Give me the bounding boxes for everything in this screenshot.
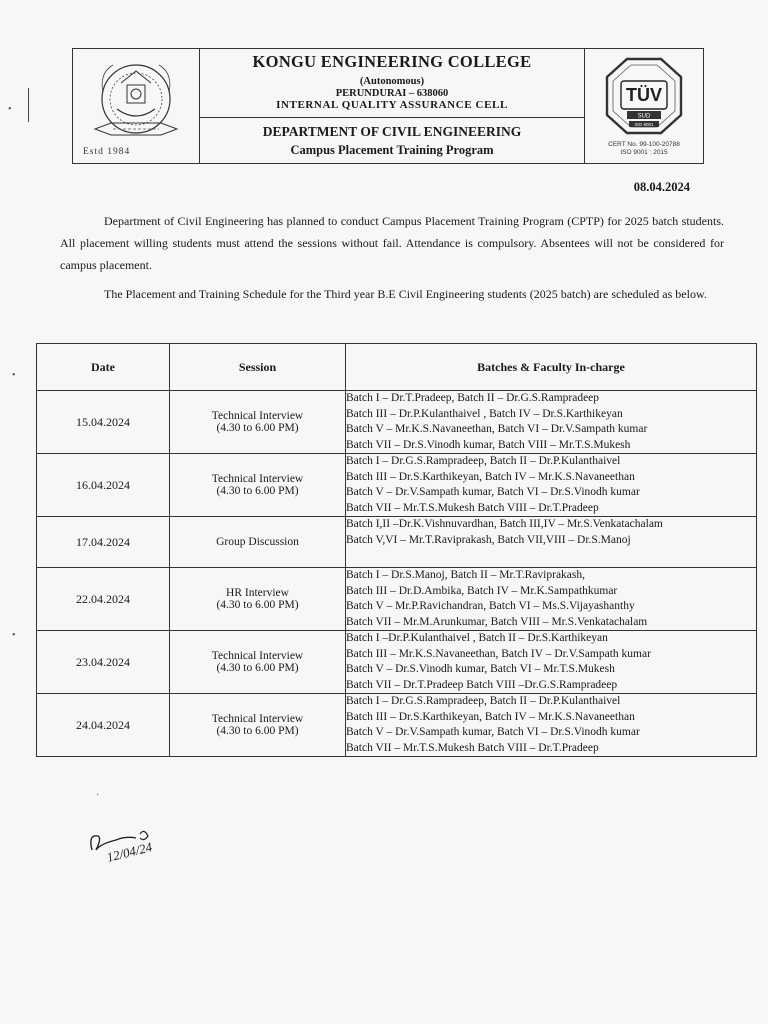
row-session bbox=[170, 454, 346, 517]
handwritten-signature bbox=[86, 820, 196, 870]
header-batches: Batches & Faculty In-charge bbox=[346, 344, 757, 391]
batch-line: Batch I – Dr.S.Manoj, Batch II – Mr.T.Raviprakash, bbox=[346, 569, 586, 581]
session-time: (4.30 to 6.00 PM) bbox=[216, 662, 299, 674]
college-location: PERUNDURAI – 638060 bbox=[335, 88, 449, 99]
row-session bbox=[170, 391, 346, 454]
row-session bbox=[170, 568, 346, 631]
session-time: (4.30 to 6.00 PM) bbox=[216, 725, 299, 737]
batch-line: Batch VII – Mr.T.S.Mukesh Batch VIII – Dr.T.Pradeep bbox=[346, 741, 599, 754]
row-date: 16.04.2024 bbox=[37, 454, 170, 517]
header-session: Session bbox=[170, 344, 346, 391]
session-name: Technical Interview bbox=[211, 473, 304, 485]
session-time: (4.30 to 6.00 PM) bbox=[216, 422, 299, 434]
tuv-certification-icon bbox=[585, 53, 703, 143]
department-name: DEPARTMENT OF CIVIL ENGINEERING bbox=[262, 124, 522, 139]
session-time: (4.30 to 6.00 PM) bbox=[216, 599, 299, 611]
batch-line: Batch I – Dr.T.Pradeep, Batch II – Dr.G.S.Rampradeep bbox=[346, 392, 600, 404]
schedule-table bbox=[36, 343, 757, 757]
batch-line: Batch VII – Mr.T.S.Mukesh Batch VIII – Dr.T.Pradeep bbox=[346, 501, 599, 514]
margin-mark: • bbox=[12, 630, 16, 641]
header-date: Date bbox=[37, 344, 170, 391]
autonomous-label: (Autonomous) bbox=[359, 76, 425, 87]
signature-date: 12/04/24 bbox=[105, 839, 154, 865]
established-year: Estd 1984 bbox=[83, 147, 131, 157]
svg-text:ISO 9001: ISO 9001 bbox=[634, 122, 654, 127]
batch-line: Batch VII – Dr.S.Vinodh kumar, Batch VIII – Mr.T.S.Mukesh bbox=[346, 438, 631, 451]
college-emblem-icon bbox=[73, 53, 199, 153]
row-batches bbox=[346, 454, 757, 517]
row-date: 22.04.2024 bbox=[37, 568, 170, 631]
batch-line: Batch I –Dr.P.Kulanthaivel , Batch II – Dr.S.Karthikeyan bbox=[346, 632, 608, 644]
row-date: 24.04.2024 bbox=[37, 694, 170, 757]
row-date: 17.04.2024 bbox=[37, 517, 170, 568]
cert-number: CERT No. 99-100-20788 bbox=[608, 141, 680, 148]
intro-paragraph: Department of Civil Engineering has planned to conduct Campus Placement Training Program (CPTP) for 2025 batch students. All placement willing students must attend the sessions without fail. Attendance is compulsory. Absentees will not be considered for campus placement. bbox=[60, 214, 724, 272]
session-name: HR Interview bbox=[226, 587, 289, 599]
batch-line: Batch V – Mr.P.Ravichandran, Batch VI – Ms.S.Vijayashanthy bbox=[346, 600, 635, 612]
svg-text:SUD: SUD bbox=[637, 113, 651, 120]
margin-mark: · bbox=[96, 790, 100, 801]
header-divider bbox=[200, 117, 584, 118]
table-row bbox=[37, 694, 757, 757]
table-row bbox=[37, 454, 757, 517]
iso-standard: ISO 9001 : 2015 bbox=[620, 149, 668, 156]
table-row bbox=[37, 517, 757, 568]
college-name: KONGU ENGINEERING COLLEGE bbox=[252, 52, 532, 71]
row-batches bbox=[346, 568, 757, 631]
batch-line: Batch III – Dr.P.Kulanthaivel , Batch IV – Dr.S.Karthikeyan bbox=[346, 407, 623, 420]
table-header-row bbox=[37, 344, 757, 391]
batch-line: Batch V – Dr.V.Sampath kumar, Batch VI – Dr.S.Vinodh kumar bbox=[346, 726, 640, 738]
row-batches bbox=[346, 694, 757, 757]
row-date: 23.04.2024 bbox=[37, 631, 170, 694]
batch-line: Batch V – Mr.K.S.Navaneethan, Batch VI – Dr.V.Sampath kumar bbox=[346, 423, 648, 435]
schedule-paragraph: The Placement and Training Schedule for the Third year B.E Civil Engineering students (2025 batch) are scheduled as below. bbox=[104, 287, 707, 301]
session-name: Technical Interview bbox=[211, 713, 304, 725]
batch-line: Batch I,II –Dr.K.Vishnuvardhan, Batch III,IV – Mr.S.Venkatachalam bbox=[346, 518, 663, 530]
table-row bbox=[37, 391, 757, 454]
margin-mark: • bbox=[8, 104, 12, 115]
iqac-label: INTERNAL QUALITY ASSURANCE CELL bbox=[276, 99, 508, 111]
session-name: Technical Interview bbox=[211, 650, 304, 662]
certification-cell bbox=[585, 49, 703, 163]
row-date: 15.04.2024 bbox=[37, 391, 170, 454]
row-batches bbox=[346, 631, 757, 694]
batch-line: Batch V,VI – Mr.T.Raviprakash, Batch VII,VIII – Dr.S.Manoj bbox=[346, 533, 631, 546]
row-session bbox=[170, 631, 346, 694]
table-row bbox=[37, 631, 757, 694]
batch-line: Batch VII – Mr.M.Arunkumar, Batch VIII – Mr.S.Venkatachalam bbox=[346, 615, 648, 628]
batch-line: Batch III – Dr.S.Karthikeyan, Batch IV – Mr.K.S.Navaneethan bbox=[346, 470, 635, 483]
batch-line: Batch III – Dr.D.Ambika, Batch IV – Mr.K.Sampathkumar bbox=[346, 584, 618, 597]
batch-line: Batch I – Dr.G.S.Rampradeep, Batch II – Dr.P.Kulanthaivel bbox=[346, 695, 621, 707]
row-batches bbox=[346, 517, 757, 568]
session-time: (4.30 to 6.00 PM) bbox=[216, 485, 299, 497]
margin-bracket bbox=[28, 88, 29, 122]
document-date: 08.04.2024 bbox=[633, 180, 690, 194]
session-name: Group Discussion bbox=[216, 536, 299, 548]
session-name: Technical Interview bbox=[211, 410, 304, 422]
row-session bbox=[170, 517, 346, 568]
college-logo-cell bbox=[73, 49, 200, 163]
batch-line: Batch I – Dr.G.S.Rampradeep, Batch II – Dr.P.Kulanthaivel bbox=[346, 455, 621, 467]
row-session bbox=[170, 694, 346, 757]
program-name: Campus Placement Training Program bbox=[290, 143, 494, 157]
batch-line: Batch III – Dr.S.Karthikeyan, Batch IV – Mr.K.S.Navaneethan bbox=[346, 710, 635, 723]
batch-line: Batch V – Dr.V.Sampath kumar, Batch VI – Dr.S.Vinodh kumar bbox=[346, 486, 640, 498]
batch-line: Batch VII – Dr.T.Pradeep Batch VIII –Dr.G.S.Rampradeep bbox=[346, 678, 618, 691]
batch-line: Batch V – Dr.S.Vinodh kumar, Batch VI – Mr.T.S.Mukesh bbox=[346, 663, 615, 675]
row-batches bbox=[346, 391, 757, 454]
svg-text:TÜV: TÜV bbox=[626, 85, 662, 105]
margin-mark: • bbox=[12, 370, 16, 381]
letterhead bbox=[72, 48, 704, 164]
batch-line: Batch III – Mr.K.S.Navaneethan, Batch IV – Dr.V.Sampath kumar bbox=[346, 647, 651, 660]
letterhead-title bbox=[200, 49, 585, 163]
table-row bbox=[37, 568, 757, 631]
certification-text bbox=[585, 141, 703, 157]
